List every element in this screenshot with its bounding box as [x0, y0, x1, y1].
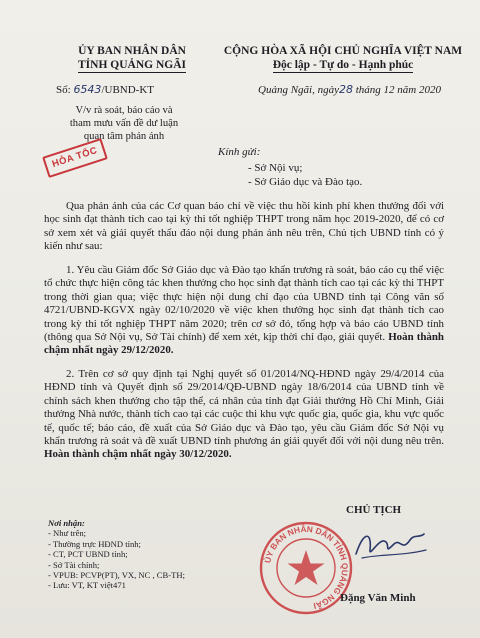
nation-line-2: Độc lập - Tự do - Hạnh phúc — [272, 59, 414, 71]
document-subject: V/v rà soát, báo cáo và tham mưu vấn đề dư luận quan tâm phản ánh — [69, 105, 179, 142]
item-1-paragraph: 1. Yêu cầu Giám đốc Sở Giáo dục và Đào tạo khẩn trương rà soát, báo cáo cụ thể việc tổ chức thực hiện công tác khen thưởng cho học sinh đạt thành tích cao tại các kỳ thi THPT trong thời gian qua; việc thực hiện nội dung chỉ đạo của UBND tỉnh tại Công văn số 4721/UBND-KGVX ngày 02/10/2020 về việc khen thưởng học sinh đạt thành tích cao trong kỳ thi tốt nghiệp THPT năm 2020; trên cơ sở đó, tổng hợp và báo cáo UBND tỉnh (thông qua Sở Nội vụ, Sở Tài chính) để xem xét, kịp thời chỉ đạo, giải quyết. Hoàn thành chậm nhất ngày 29/12/2020. — [44, 264, 444, 357]
recipient-item: - Sở Nội vụ; — [248, 162, 303, 174]
org-line-1: ỦY BAN NHÂN DÂN — [78, 45, 186, 57]
footer-item: - CT, PCT UBND tỉnh; — [48, 549, 128, 560]
intro-paragraph: Qua phản ánh của các Cơ quan báo chí về việc thu hồi kinh phí khen thưởng đối với học sinh đạt thành tích cao tại kỳ thi tốt nghiệp THPT trong năm học 2019-2020, để có cơ sở xem xét và giải quyết thấu đáo nội dung phản ánh nêu trên, Chủ tịch UBND tỉnh có ý kiến như sau: — [44, 200, 444, 253]
footer-item: - Lưu: VT, KT việt471 — [48, 580, 126, 591]
recipients-label: Kính gửi: — [218, 146, 261, 158]
signer-title: CHỦ TỊCH — [346, 504, 402, 516]
handwritten-number: 6543 — [73, 83, 102, 96]
recipient-item: - Sở Giáo dục và Đào tạo. — [248, 176, 363, 188]
nation-line-1: CỘNG HÒA XÃ HỘI CHỦ NGHĨA VIỆT NAM — [223, 45, 463, 57]
recipients-footer — [48, 518, 185, 591]
footer-item: - Sở Tài chính; — [48, 559, 100, 570]
issuing-organization — [52, 44, 212, 73]
footer-item: - VPUB: PCVP(PT), VX, NC , CB-TH; — [48, 570, 185, 581]
handwritten-day: 28 — [338, 83, 353, 96]
recipients-footer-title: Nơi nhận: — [48, 518, 85, 528]
item-1-deadline: Hoàn thành chậm nhất ngày 29/12/2020. — [44, 331, 444, 357]
footer-item: - Thường trực HĐND tỉnh; — [48, 538, 141, 549]
footer-item: - Như trên; — [48, 528, 87, 539]
item-2-paragraph: 2. Trên cơ sở quy định tại Nghị quyết số 01/2014/NQ-HĐND ngày 29/4/2014 của HĐND tỉnh và Quyết định số 29/2014/QĐ-UBND ngày 18/6/2014 của UBND tỉnh về chính sách khen thưởng cho tập thể, cá nhân của tỉnh đạt Giải thưởng Hồ Chí Minh, Giải thưởng Nhà nước, thành tích cao tại các cuộc thi khu vực quốc gia, quốc gia, khu vực quốc tế, quốc tế; báo cáo, đề xuất của Sở Giáo dục và Đào tạo, yêu cầu Giám đốc Sở Nội vụ khẩn trương rà soát và đề xuất UBND tỉnh phương án giải quyết đối với nội dung nêu trên. Hoàn thành chậm nhất ngày 30/12/2020. — [44, 368, 444, 461]
item-2-deadline: Hoàn thành chậm nhất ngày 30/12/2020. — [44, 448, 232, 461]
national-motto — [212, 44, 474, 73]
handwritten-signature — [350, 524, 430, 564]
urgent-stamp: HỎA TỐC — [42, 138, 108, 178]
document-number: Số: 6543/UBND-KT — [56, 83, 154, 96]
document-date: Quảng Ngãi, ngày28 tháng 12 năm 2020 — [258, 83, 441, 96]
svg-text:ỦY BAN NHÂN DÂN TỈNH QUẢNG NGÃ: ỦY BAN NHÂN DÂN TỈNH QUẢNG NGÃI — [262, 523, 351, 612]
signer-name: Đặng Văn Minh — [340, 592, 416, 604]
org-line-2: TỈNH QUẢNG NGÃI — [78, 59, 186, 71]
